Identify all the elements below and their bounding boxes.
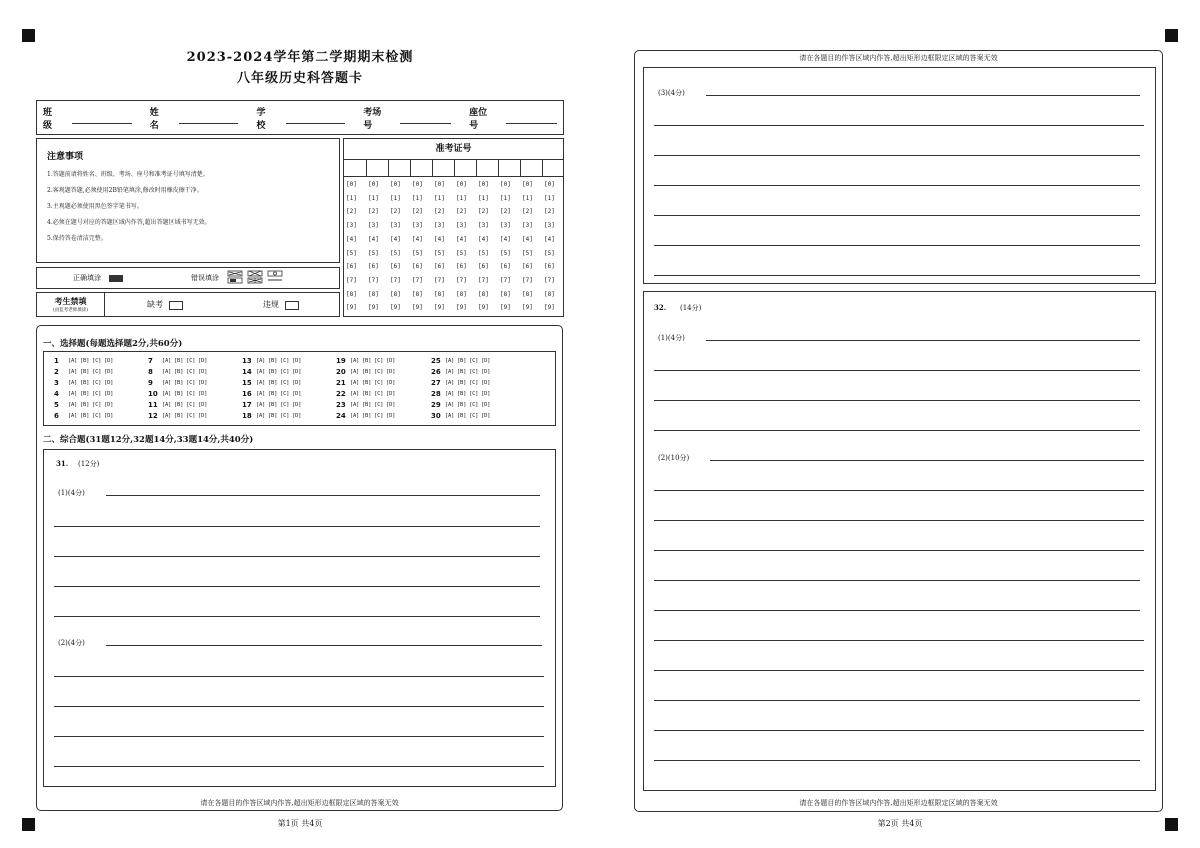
answer-line[interactable] bbox=[654, 125, 1144, 126]
id-digit-bubble[interactable]: [9] bbox=[544, 304, 555, 312]
footer-note: 请在各题目的作答区域内作答,超出矩形边框限定区域的答案无效 bbox=[799, 799, 998, 807]
id-digit-bubble[interactable]: [2] bbox=[522, 208, 533, 216]
forbidden-title-cell bbox=[37, 293, 105, 316]
mc-question-number: 18 bbox=[242, 412, 252, 420]
registration-mark bbox=[22, 818, 35, 831]
id-digit-bubble[interactable]: [6] bbox=[522, 263, 533, 271]
id-digit-bubble[interactable]: [3] bbox=[456, 222, 467, 230]
answer-line[interactable] bbox=[654, 760, 1140, 761]
id-digit-bubble[interactable]: [1] bbox=[544, 194, 555, 202]
id-digit-bubble[interactable]: [0] bbox=[500, 181, 511, 188]
id-digit-bubble[interactable]: [6] bbox=[390, 263, 401, 271]
id-digit-bubble[interactable]: [9] bbox=[522, 304, 533, 312]
wrong-fill-icon bbox=[227, 270, 285, 286]
answer-line[interactable] bbox=[54, 706, 544, 707]
id-digit-bubble[interactable]: [5] bbox=[368, 249, 379, 257]
id-digit-bubble[interactable]: [7] bbox=[412, 276, 423, 284]
id-digit-bubble[interactable]: [7] bbox=[500, 276, 511, 284]
footer-note: 请在各题目的作答区域内作答,超出矩形边框限定区域的答案无效 bbox=[200, 799, 399, 807]
mc-question-number: 5 bbox=[54, 401, 59, 409]
mc-question-number: 16 bbox=[242, 390, 252, 398]
id-digit-bubble[interactable]: [1] bbox=[456, 194, 467, 202]
id-digit-bubble[interactable]: [7] bbox=[522, 276, 533, 284]
mc-option-bubbles[interactable]: [A] [B] [C] [D] bbox=[445, 369, 491, 375]
id-digit-bubble[interactable]: [2] bbox=[346, 208, 357, 216]
page-subtitle: 八年级历史科答题卡 bbox=[236, 71, 363, 86]
mc-option-bubbles[interactable]: [A] [B] [C] [D] bbox=[350, 380, 396, 386]
answer-line[interactable] bbox=[654, 670, 1144, 671]
id-digit-bubble[interactable]: [5] bbox=[456, 249, 467, 257]
answer-line[interactable] bbox=[654, 155, 1140, 156]
mc-question-number: 11 bbox=[148, 401, 158, 409]
id-digit-bubble[interactable]: [1] bbox=[522, 194, 533, 202]
registration-mark bbox=[1165, 818, 1178, 831]
answer-line[interactable] bbox=[106, 495, 540, 496]
id-digit-bubble[interactable]: [8] bbox=[478, 290, 489, 298]
id-digit-bubble[interactable]: [1] bbox=[434, 194, 445, 202]
id-digit-bubble[interactable]: [4] bbox=[456, 235, 467, 243]
id-digit-bubble[interactable]: [7] bbox=[478, 276, 489, 284]
id-digit-bubble[interactable]: [2] bbox=[478, 208, 489, 216]
exam-id-title: 准考证号 bbox=[344, 139, 563, 160]
mc-option-bubbles[interactable]: [A] [B] [C] [D] bbox=[350, 391, 396, 397]
page-number: 第1页 共4页 bbox=[277, 819, 323, 828]
mc-option-bubbles[interactable]: [A] [B] [C] [D] bbox=[256, 402, 302, 408]
mc-option-bubbles[interactable]: [A] [B] [C] [D] bbox=[68, 369, 114, 375]
id-digit-bubble[interactable]: [6] bbox=[478, 263, 489, 271]
mc-answer-box bbox=[43, 351, 556, 426]
q31-part2-label: (2)(4分) bbox=[58, 639, 85, 647]
mc-question-number: 25 bbox=[431, 357, 441, 365]
id-digit-bubble[interactable]: [9] bbox=[478, 304, 489, 312]
mc-option-bubbles[interactable]: [A] [B] [C] [D] bbox=[445, 380, 491, 386]
school-label: 学校 bbox=[256, 107, 266, 131]
id-digit-bubble[interactable]: [8] bbox=[500, 290, 511, 298]
id-digit-bubble[interactable]: [6] bbox=[500, 263, 511, 271]
name-label: 姓名 bbox=[149, 107, 159, 131]
absent-option bbox=[147, 299, 183, 310]
id-digit-bubble[interactable]: [1] bbox=[368, 194, 379, 202]
id-digit-bubble[interactable]: [1] bbox=[478, 194, 489, 202]
id-digit-bubble[interactable]: [8] bbox=[346, 290, 357, 298]
id-digit-bubble[interactable]: [7] bbox=[544, 276, 555, 284]
absent-checkbox[interactable] bbox=[169, 301, 183, 310]
mc-option-bubbles[interactable]: [A] [B] [C] [D] bbox=[68, 380, 114, 386]
id-digit-bubble[interactable]: [8] bbox=[544, 290, 555, 298]
absent-label: 缺考 bbox=[147, 300, 163, 309]
id-digit-bubble[interactable]: [9] bbox=[434, 304, 445, 312]
q32-part1-label: (1)(4分) bbox=[658, 334, 685, 342]
answer-line[interactable] bbox=[706, 340, 1140, 341]
id-digit-bubble[interactable]: [3] bbox=[412, 222, 423, 230]
grid-divider bbox=[454, 160, 455, 177]
id-digit-bubble[interactable]: [7] bbox=[390, 276, 401, 284]
mc-option-bubbles[interactable]: [A] [B] [C] [D] bbox=[445, 358, 491, 364]
answer-line[interactable] bbox=[106, 645, 542, 646]
mc-question-number: 14 bbox=[242, 368, 252, 376]
answer-line[interactable] bbox=[654, 215, 1140, 216]
id-digit-bubble[interactable]: [1] bbox=[390, 194, 401, 202]
answer-line[interactable] bbox=[654, 245, 1140, 246]
id-digit-bubble[interactable]: [4] bbox=[346, 235, 357, 243]
correct-fill-label: 正确填涂 bbox=[73, 274, 101, 282]
mc-option-bubbles[interactable]: [A] [B] [C] [D] bbox=[162, 358, 208, 364]
id-digit-bubble[interactable]: [5] bbox=[500, 249, 511, 257]
id-digit-bubble[interactable]: [1] bbox=[412, 194, 423, 202]
id-digit-bubble[interactable]: [5] bbox=[434, 249, 445, 257]
page-number: 第2页 共4页 bbox=[877, 819, 923, 828]
mc-option-bubbles[interactable]: [A] [B] [C] [D] bbox=[445, 391, 491, 397]
q32-score: (14分) bbox=[680, 304, 702, 312]
id-digit-bubble[interactable]: [3] bbox=[390, 222, 401, 230]
mc-option-bubbles[interactable]: [A] [B] [C] [D] bbox=[350, 358, 396, 364]
id-digit-bubble[interactable]: [0] bbox=[522, 181, 533, 188]
id-digit-bubble[interactable]: [4] bbox=[544, 235, 555, 243]
part3-label: (3)(4分) bbox=[658, 89, 685, 97]
answer-line[interactable] bbox=[54, 556, 540, 557]
id-digit-bubble[interactable]: [0] bbox=[368, 181, 379, 188]
id-digit-bubble[interactable]: [0] bbox=[456, 181, 467, 188]
correct-fill-icon bbox=[109, 275, 123, 282]
q31-number: 31. bbox=[56, 459, 69, 468]
answer-line[interactable] bbox=[54, 586, 540, 587]
id-digit-bubble[interactable]: [6] bbox=[456, 263, 467, 271]
answer-line[interactable] bbox=[654, 400, 1140, 401]
id-digit-bubble[interactable]: [9] bbox=[456, 304, 467, 312]
mc-question-number: 30 bbox=[431, 412, 441, 420]
notice-item: 3.主观题必须使用黑色签字笔书写。 bbox=[47, 203, 143, 210]
answer-line[interactable] bbox=[654, 275, 1140, 276]
mc-option-bubbles[interactable]: [A] [B] [C] [D] bbox=[162, 402, 208, 408]
mc-question-number: 1 bbox=[54, 357, 59, 365]
answer-line[interactable] bbox=[54, 736, 544, 737]
section1-title: 一、选择题(每题选择题2分,共60分) bbox=[43, 339, 183, 349]
mc-question-number: 21 bbox=[336, 379, 346, 387]
id-digit-bubble[interactable]: [2] bbox=[390, 208, 401, 216]
id-digit-bubble[interactable]: [0] bbox=[346, 181, 357, 188]
mc-option-bubbles[interactable]: [A] [B] [C] [D] bbox=[68, 413, 114, 419]
grid-divider bbox=[410, 160, 411, 177]
grid-divider bbox=[520, 160, 521, 177]
notice-item: 4.必须在题号对应的答题区域内作答,超出答题区域书写无效。 bbox=[47, 219, 211, 226]
answer-line[interactable] bbox=[654, 185, 1140, 186]
mc-question-number: 3 bbox=[54, 379, 59, 387]
id-digit-bubble[interactable]: [6] bbox=[346, 263, 357, 271]
id-digit-bubble[interactable]: [0] bbox=[412, 181, 423, 188]
mc-question-number: 23 bbox=[336, 401, 346, 409]
header-note: 请在各题目的作答区域内作答,超出矩形边框限定区域的答案无效 bbox=[799, 54, 998, 62]
q32-box bbox=[643, 291, 1156, 791]
id-digit-bubble[interactable]: [8] bbox=[456, 290, 467, 298]
violation-label: 违规 bbox=[263, 300, 279, 309]
mc-option-bubbles[interactable]: [A] [B] [C] [D] bbox=[68, 391, 114, 397]
id-digit-bubble[interactable]: [5] bbox=[412, 249, 423, 257]
mc-question-number: 24 bbox=[336, 412, 346, 420]
page-title: 2023-2024学年第二学期期末检测 bbox=[186, 50, 414, 65]
id-digit-bubble[interactable]: [0] bbox=[478, 181, 489, 188]
seat-label: 座位号 bbox=[469, 107, 488, 131]
answer-line[interactable] bbox=[654, 490, 1144, 491]
id-digit-bubble[interactable]: [2] bbox=[500, 208, 511, 216]
mc-option-bubbles[interactable]: [A] [B] [C] [D] bbox=[445, 413, 491, 419]
mc-question-number: 7 bbox=[148, 357, 153, 365]
id-digit-bubble[interactable]: [6] bbox=[544, 263, 555, 271]
grid-divider bbox=[476, 160, 477, 177]
violation-option bbox=[263, 299, 299, 310]
id-digit-bubble[interactable]: [9] bbox=[368, 304, 379, 312]
answer-line[interactable] bbox=[654, 640, 1144, 641]
exam-room-field[interactable] bbox=[400, 112, 451, 124]
id-digit-bubble[interactable]: [3] bbox=[544, 222, 555, 230]
notice-item: 1.答题前请将姓名、班级、考场、座号和准考证号填写清楚。 bbox=[47, 171, 209, 178]
class-field[interactable] bbox=[72, 112, 131, 124]
answer-line[interactable] bbox=[654, 730, 1144, 731]
id-digit-bubble[interactable]: [6] bbox=[434, 263, 445, 271]
id-digit-bubble[interactable]: [7] bbox=[368, 276, 379, 284]
q32-number: 32. bbox=[654, 303, 667, 312]
registration-mark bbox=[22, 29, 35, 42]
exam-room-label: 考场号 bbox=[363, 107, 382, 131]
id-digit-bubble[interactable]: [2] bbox=[544, 208, 555, 216]
mc-option-bubbles[interactable]: [A] [B] [C] [D] bbox=[350, 402, 396, 408]
mc-question-number: 2 bbox=[54, 368, 59, 376]
id-digit-bubble[interactable]: [7] bbox=[346, 276, 357, 284]
id-digit-bubble[interactable]: [3] bbox=[478, 222, 489, 230]
grid-divider bbox=[388, 160, 389, 177]
id-digit-bubble[interactable]: [5] bbox=[346, 249, 357, 257]
answer-line[interactable] bbox=[654, 550, 1144, 551]
grid-divider bbox=[432, 160, 433, 177]
answer-line[interactable] bbox=[654, 520, 1144, 521]
wrong-fill-label: 错误填涂 bbox=[191, 274, 219, 282]
answer-line[interactable] bbox=[710, 460, 1144, 461]
answer-line[interactable] bbox=[54, 676, 544, 677]
id-digit-bubble[interactable]: [2] bbox=[412, 208, 423, 216]
id-digit-bubble[interactable]: [3] bbox=[500, 222, 511, 230]
mc-question-number: 12 bbox=[148, 412, 158, 420]
mc-question-number: 19 bbox=[336, 357, 346, 365]
exam-id-grid bbox=[343, 138, 564, 317]
answer-line[interactable] bbox=[54, 526, 540, 527]
id-digit-bubble[interactable]: [0] bbox=[544, 181, 555, 188]
class-label: 班级 bbox=[43, 107, 53, 131]
section2-title: 二、综合题(31题12分,32题14分,33题14分,共40分) bbox=[43, 435, 254, 445]
mc-option-bubbles[interactable]: [A] [B] [C] [D] bbox=[256, 369, 302, 375]
id-digit-bubble[interactable]: [9] bbox=[390, 304, 401, 312]
answer-line[interactable] bbox=[54, 616, 540, 617]
mc-option-bubbles[interactable]: [A] [B] [C] [D] bbox=[350, 413, 396, 419]
grid-divider bbox=[498, 160, 499, 177]
id-digit-bubble[interactable]: [0] bbox=[390, 181, 401, 188]
answer-line[interactable] bbox=[654, 580, 1140, 581]
q32-part2-label: (2)(10分) bbox=[658, 454, 690, 462]
id-digit-bubble[interactable]: [9] bbox=[412, 304, 423, 312]
id-digit-bubble[interactable]: [8] bbox=[390, 290, 401, 298]
answer-line[interactable] bbox=[706, 95, 1140, 96]
mc-question-number: 15 bbox=[242, 379, 252, 387]
mc-question-number: 26 bbox=[431, 368, 441, 376]
id-digit-bubble[interactable]: [5] bbox=[544, 249, 555, 257]
id-digit-bubble[interactable]: [4] bbox=[500, 235, 511, 243]
id-digit-bubble[interactable]: [4] bbox=[368, 235, 379, 243]
id-digit-bubble[interactable]: [4] bbox=[478, 235, 489, 243]
grid-divider bbox=[366, 160, 367, 177]
id-digit-bubble[interactable]: [8] bbox=[368, 290, 379, 298]
mc-question-number: 4 bbox=[54, 390, 59, 398]
notice-item: 2.客观题答题,必须使用2B铅笔填涂,修改时用橡皮擦干净。 bbox=[47, 187, 203, 194]
id-digit-bubble[interactable]: [5] bbox=[478, 249, 489, 257]
mc-question-number: 13 bbox=[242, 357, 252, 365]
answer-line[interactable] bbox=[654, 370, 1140, 371]
mc-question-number: 27 bbox=[431, 379, 441, 387]
mc-option-bubbles[interactable]: [A] [B] [C] [D] bbox=[162, 369, 208, 375]
student-info-row bbox=[36, 100, 564, 135]
mc-question-number: 22 bbox=[336, 390, 346, 398]
notice-title: 注意事项 bbox=[47, 152, 84, 162]
registration-mark bbox=[1165, 29, 1178, 42]
fill-example-box bbox=[36, 267, 340, 289]
notice-item: 5.保持答卷清洁完整。 bbox=[47, 235, 107, 242]
id-digit-bubble[interactable]: [4] bbox=[390, 235, 401, 243]
id-digit-bubble[interactable]: [9] bbox=[346, 304, 357, 312]
mc-option-bubbles[interactable]: [A] [B] [C] [D] bbox=[68, 402, 114, 408]
mc-question-number: 9 bbox=[148, 379, 153, 387]
id-digit-bubble[interactable]: [3] bbox=[346, 222, 357, 230]
mc-option-bubbles[interactable]: [A] [B] [C] [D] bbox=[162, 380, 208, 386]
forbidden-box bbox=[36, 292, 340, 317]
forbidden-title: 考生禁填 bbox=[54, 296, 87, 306]
q31-box bbox=[43, 449, 556, 787]
grid-divider bbox=[542, 160, 543, 177]
id-digit-bubble[interactable]: [3] bbox=[434, 222, 445, 230]
id-digit-bubble[interactable]: [4] bbox=[434, 235, 445, 243]
id-digit-bubble[interactable]: [8] bbox=[412, 290, 423, 298]
id-digit-bubble[interactable]: [6] bbox=[412, 263, 423, 271]
mc-option-bubbles[interactable]: [A] [B] [C] [D] bbox=[162, 413, 208, 419]
mc-question-number: 10 bbox=[148, 390, 158, 398]
mc-option-bubbles[interactable]: [A] [B] [C] [D] bbox=[350, 369, 396, 375]
id-digit-bubble[interactable]: [4] bbox=[522, 235, 533, 243]
id-digit-bubble[interactable]: [8] bbox=[434, 290, 445, 298]
id-digit-bubble[interactable]: [3] bbox=[522, 222, 533, 230]
q31-score: (12分) bbox=[78, 460, 100, 468]
mc-option-bubbles[interactable]: [A] [B] [C] [D] bbox=[256, 380, 302, 386]
school-field[interactable] bbox=[286, 112, 345, 124]
id-digit-bubble[interactable]: [7] bbox=[456, 276, 467, 284]
violation-checkbox[interactable] bbox=[285, 301, 299, 310]
mc-question-number: 17 bbox=[242, 401, 252, 409]
mc-question-number: 28 bbox=[431, 390, 441, 398]
id-digit-bubble[interactable]: [2] bbox=[456, 208, 467, 216]
q-part3-box bbox=[643, 67, 1156, 284]
id-digit-bubble[interactable]: [4] bbox=[412, 235, 423, 243]
notice-box bbox=[36, 138, 340, 263]
mc-question-number: 20 bbox=[336, 368, 346, 376]
mc-option-bubbles[interactable]: [A] [B] [C] [D] bbox=[162, 391, 208, 397]
id-digit-bubble[interactable]: [6] bbox=[368, 263, 379, 271]
mc-option-bubbles[interactable]: [A] [B] [C] [D] bbox=[256, 358, 302, 364]
answer-line[interactable] bbox=[654, 700, 1140, 701]
mc-option-bubbles[interactable]: [A] [B] [C] [D] bbox=[68, 358, 114, 364]
id-digit-bubble[interactable]: [7] bbox=[434, 276, 445, 284]
answer-line[interactable] bbox=[654, 610, 1140, 611]
id-digit-bubble[interactable]: [0] bbox=[434, 181, 445, 188]
id-digit-bubble[interactable]: [2] bbox=[368, 208, 379, 216]
mc-option-bubbles[interactable]: [A] [B] [C] [D] bbox=[256, 391, 302, 397]
id-digit-bubble[interactable]: [2] bbox=[434, 208, 445, 216]
mc-option-bubbles[interactable]: [A] [B] [C] [D] bbox=[445, 402, 491, 408]
id-digit-bubble[interactable]: [5] bbox=[522, 249, 533, 257]
answer-line[interactable] bbox=[54, 766, 544, 767]
forbidden-note: (由监考老师填涂) bbox=[52, 308, 88, 313]
answer-line[interactable] bbox=[654, 430, 1140, 431]
mc-question-number: 29 bbox=[431, 401, 441, 409]
id-digit-bubble[interactable]: [1] bbox=[346, 194, 357, 202]
mc-option-bubbles[interactable]: [A] [B] [C] [D] bbox=[256, 413, 302, 419]
id-digit-bubble[interactable]: [3] bbox=[368, 222, 379, 230]
id-digit-bubble[interactable]: [9] bbox=[500, 304, 511, 312]
seat-field[interactable] bbox=[506, 112, 557, 124]
id-digit-bubble[interactable]: [1] bbox=[500, 194, 511, 202]
id-digit-bubble[interactable]: [8] bbox=[522, 290, 533, 298]
q31-part1-label: (1)(4分) bbox=[58, 489, 85, 497]
mc-question-number: 6 bbox=[54, 412, 59, 420]
id-digit-bubble[interactable]: [5] bbox=[390, 249, 401, 257]
mc-question-number: 8 bbox=[148, 368, 153, 376]
name-field[interactable] bbox=[179, 112, 238, 124]
